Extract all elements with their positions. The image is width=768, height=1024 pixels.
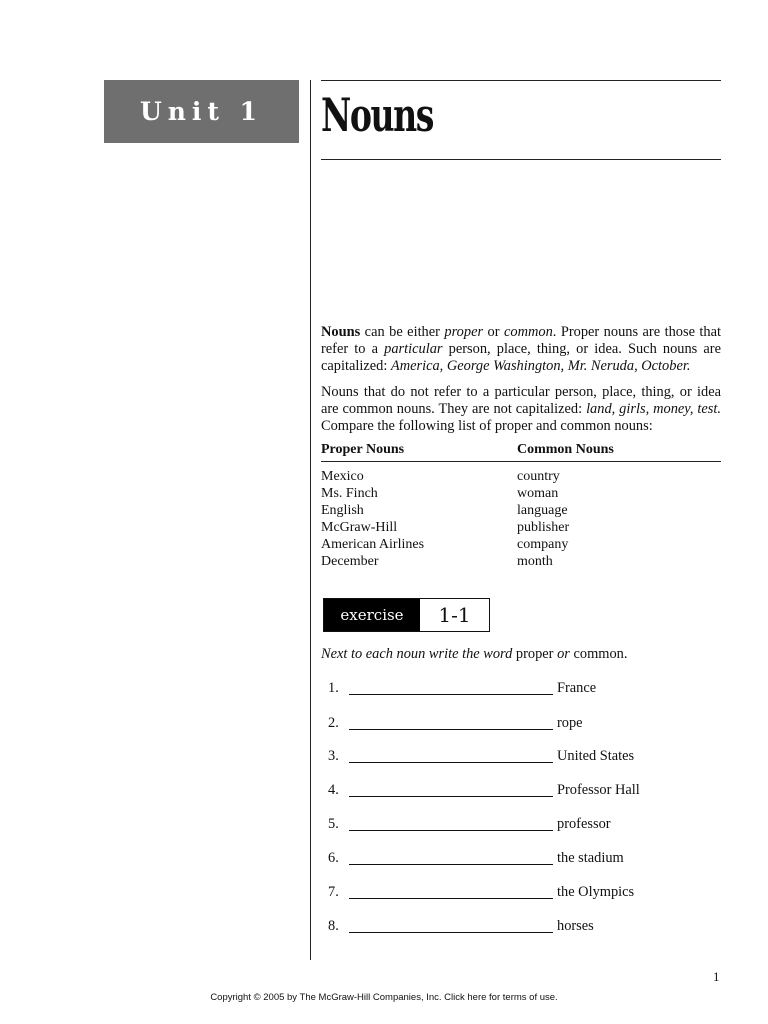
text: can be either [360,324,445,340]
vertical-rule [310,80,311,960]
answer-blank[interactable] [349,796,553,797]
list-item: publisher [517,520,570,535]
text: or [553,646,574,662]
answer-blank[interactable] [349,762,553,763]
exercise-item [321,816,721,836]
answer-blank[interactable] [349,898,553,899]
exercise-header [323,598,490,632]
item-noun: Professor Hall [557,782,640,798]
exercise-item [321,782,721,802]
text: or [483,324,504,340]
table-rule [321,461,721,462]
list-item: English [321,503,364,518]
exercise-item [321,884,721,904]
term-particular: particular [384,341,443,357]
intro-paragraph-1 [321,324,721,375]
item-noun: the stadium [557,850,624,866]
item-noun: rope [557,715,583,731]
exercise-label: exercise [324,599,420,631]
list-item: Mexico [321,469,364,484]
item-number: 5. [328,816,339,832]
list-item: December [321,554,379,569]
item-number: 2. [328,715,339,731]
exercise-item [321,715,721,735]
text: . [623,646,628,662]
title-rule [321,159,721,160]
answer-blank[interactable] [349,830,553,831]
exercise-number: 1-1 [438,603,471,627]
item-noun: France [557,680,597,696]
proper-nouns-column [321,468,424,570]
common-examples: land, girls, money, test. [586,401,721,417]
page-number: 1 [713,969,720,984]
unit-label: Unit 1 [104,80,299,143]
answer-blank[interactable] [349,932,553,933]
item-number: 8. [328,918,339,934]
proper-examples: America, George Washington, Mr. Neruda, October. [390,358,691,374]
header-common-nouns: Common Nouns [517,442,614,457]
list-item: McGraw-Hill [321,520,398,535]
intro-paragraph-2 [321,384,721,435]
term-common: common [504,324,553,340]
exercise-item [321,918,721,938]
exercise-instructions [321,646,627,663]
text: Nouns that do not refer to a particular person, place, thing, or idea are common nouns. They are not capitalized: [321,384,721,417]
item-number: 4. [328,782,339,798]
common-nouns-column [517,468,569,570]
answer-blank[interactable] [349,729,553,730]
list-item: language [517,503,568,518]
exercise-item [321,850,721,870]
list-item: month [517,554,553,569]
answer-blank[interactable] [349,864,553,865]
item-noun: horses [557,918,594,934]
top-rule [321,80,721,81]
answer-blank[interactable] [349,694,553,695]
item-noun: United States [557,748,635,764]
item-number: 7. [328,884,339,900]
text: . Proper nouns are those that refer to a [321,324,722,357]
text: person, place, thing, or idea. Such nouns are capitalized: [321,341,721,374]
term-nouns: Nouns [321,324,361,340]
text: Compare the following list of proper and common nouns: [321,418,653,434]
exercise-item [321,680,721,700]
term-proper: proper [444,324,484,340]
list-item: country [517,469,560,484]
item-noun: professor [557,816,611,832]
item-number: 1. [328,680,339,696]
text: proper [515,646,554,662]
item-noun: the Olympics [557,884,635,900]
item-number: 3. [328,748,339,764]
text: common [573,646,624,662]
item-number: 6. [328,850,339,866]
list-item: Ms. Finch [321,486,378,501]
list-item: company [517,537,569,552]
text: Next to each noun write the word [321,646,516,662]
exercise-item [321,748,721,768]
copyright-link[interactable]: Copyright © 2005 by The McGraw-Hill Companies, Inc. Click here for terms of use. [210,992,558,1003]
list-item: American Airlines [321,537,425,552]
list-item: woman [517,486,559,501]
page-title: Nouns [321,88,433,142]
header-proper-nouns: Proper Nouns [321,442,405,457]
